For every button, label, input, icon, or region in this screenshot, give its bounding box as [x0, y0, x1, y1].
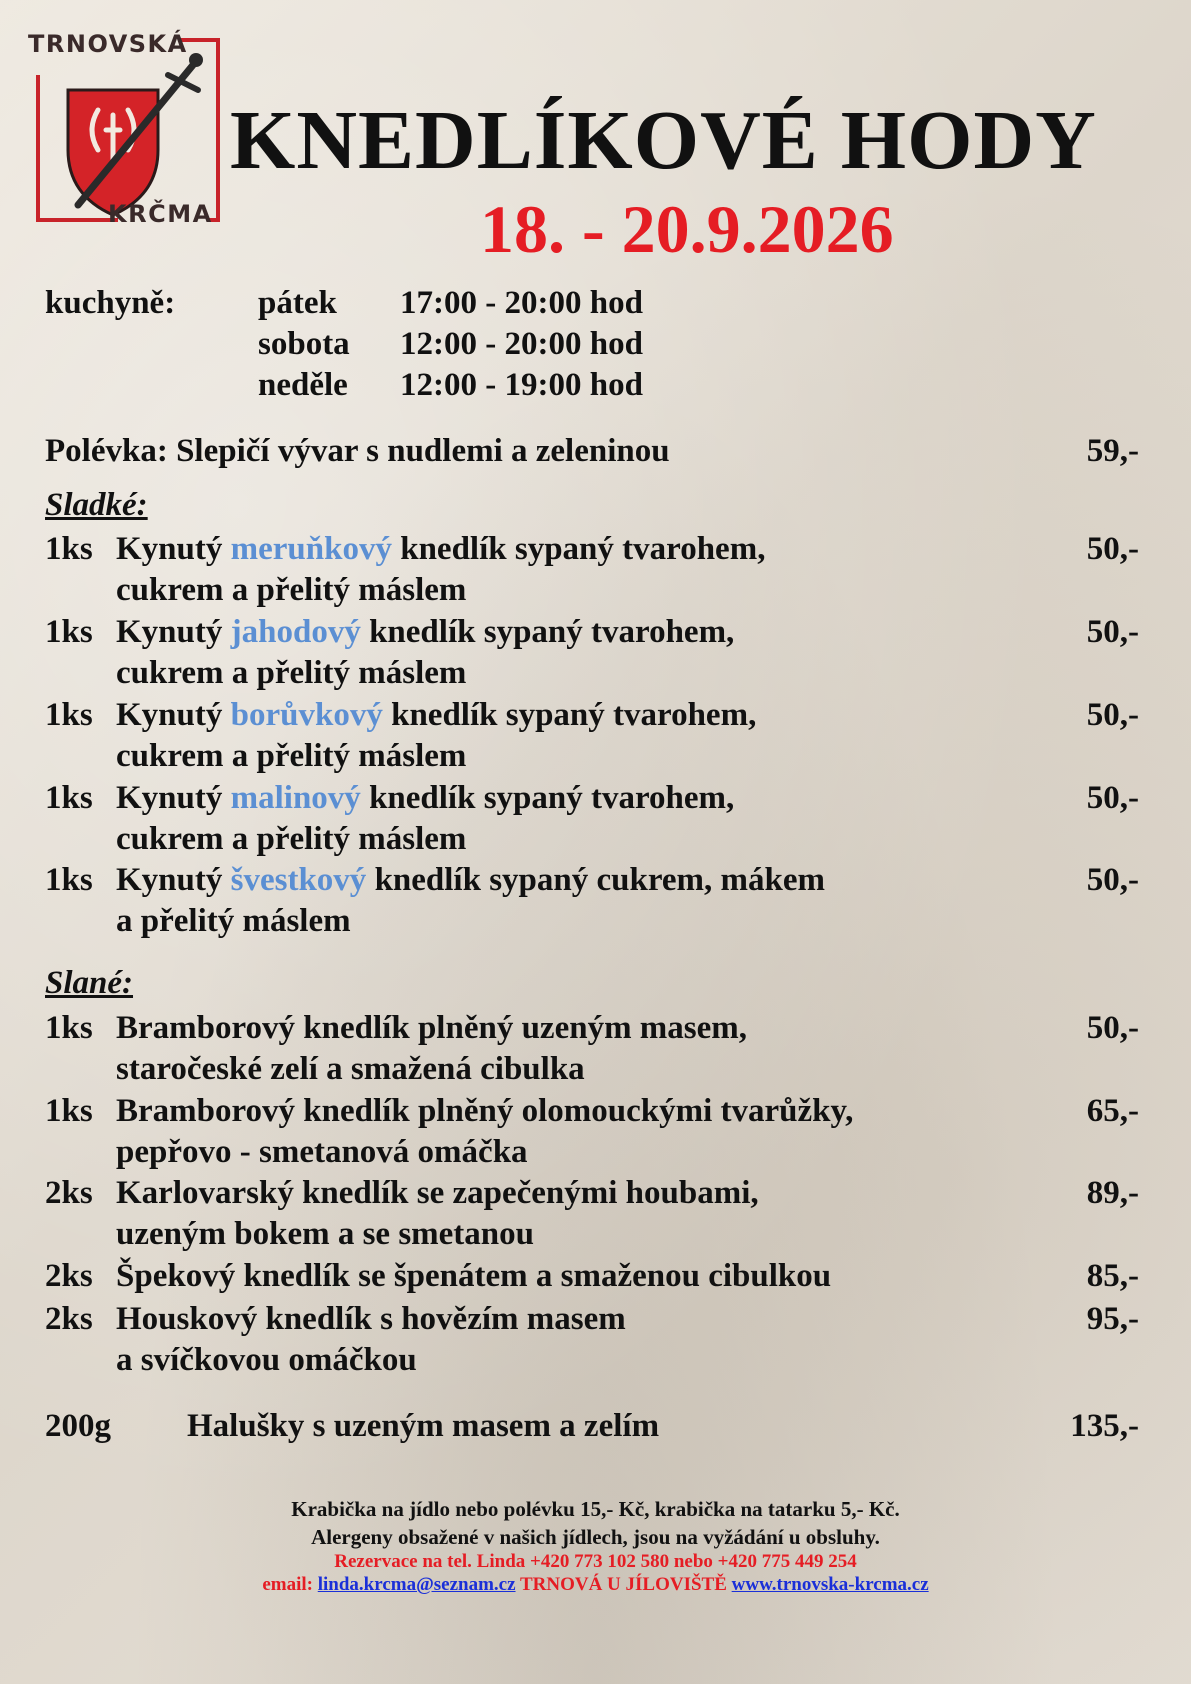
footer-allergen-note: Alergeny obsažené v našich jídlech, jsou na vyžádání u obsluhy.	[311, 1525, 880, 1549]
menu-item-description: Kynutý borůvkový knedlík sypaný tvarohem,	[116, 697, 757, 733]
hours-time: 12:00 - 19:00 hod	[400, 367, 643, 403]
item-price: 50,-	[1086, 614, 1139, 650]
menu-item-description-2: cukrem a přelitý máslem	[116, 655, 467, 691]
item-price: 50,-	[1086, 780, 1139, 816]
item-qty: 2ks	[45, 1258, 93, 1294]
menu-item-description: Kynutý malinový knedlík sypaný tvarohem,	[116, 780, 735, 816]
menu-item-description-2: cukrem a přelitý máslem	[116, 821, 467, 857]
menu-item-description-2: cukrem a přelitý máslem	[116, 738, 467, 774]
item-price: 85,-	[1086, 1258, 1139, 1294]
fruit-name: malinový	[230, 780, 361, 816]
item-qty: 1ks	[45, 1010, 93, 1046]
logo-text-top: TRNOVSKÁ	[28, 30, 188, 58]
kitchen-label: kuchyně:	[45, 285, 176, 321]
menu-item-description-2: uzeným bokem a se smetanou	[116, 1216, 534, 1252]
item-qty: 1ks	[45, 697, 93, 733]
email-link[interactable]: linda.krcma@seznam.cz	[317, 1574, 516, 1595]
menu-item-description: Bramborový knedlík plněný olomouckými tvarůžky,	[116, 1093, 854, 1129]
soup-text: Polévka: Slepičí vývar s nudlemi a zeleninou	[45, 433, 670, 469]
menu-item-description: Kynutý jahodový knedlík sypaný tvarohem,	[116, 614, 735, 650]
hours-day: sobota	[258, 326, 350, 362]
menu-item-description: Bramborový knedlík plněný uzeným masem,	[116, 1010, 748, 1046]
menu-item-description: Kynutý meruňkový knedlík sypaný tvarohem,	[116, 531, 766, 567]
item-qty: 1ks	[45, 614, 93, 650]
event-date: 18. - 20.9.2026	[480, 191, 894, 267]
item-price: 135,-	[1070, 1408, 1139, 1444]
item-price: 95,-	[1086, 1301, 1139, 1337]
hours-time: 12:00 - 20:00 hod	[400, 326, 643, 362]
item-qty: 1ks	[45, 862, 93, 898]
item-qty: 2ks	[45, 1301, 93, 1337]
item-qty: 2ks	[45, 1175, 93, 1211]
item-price: 50,-	[1086, 697, 1139, 733]
footer-contact: email: linda.krcma@seznam.cz TRNOVÁ U JÍLOVIŠTĚ www.trnovska-krcma.cz	[262, 1574, 929, 1595]
soup-price: 59,-	[1086, 433, 1139, 469]
item-qty: 1ks	[45, 780, 93, 816]
item-price: 50,-	[1086, 862, 1139, 898]
hours-time: 17:00 - 20:00 hod	[400, 285, 643, 321]
item-price: 89,-	[1086, 1175, 1139, 1211]
fruit-name: borůvkový	[230, 697, 383, 733]
menu-item-description: Kynutý švestkový knedlík sypaný cukrem, mákem	[116, 862, 826, 898]
menu-item-description-2: a přelitý máslem	[116, 903, 351, 939]
footer-reservation: Rezervace na tel. Linda +420 773 102 580 nebo +420 775 449 254	[334, 1551, 857, 1572]
menu-item-description-2: a svíčkovou omáčkou	[116, 1342, 417, 1378]
website-link[interactable]: www.trnovska-krcma.cz	[731, 1574, 929, 1595]
menu-item-description-2: staročeské zelí a smažená cibulka	[116, 1051, 585, 1087]
menu-item-description: Karlovarský knedlík se zapečenými houbami,	[116, 1175, 759, 1211]
item-qty: 1ks	[45, 1093, 93, 1129]
item-price: 65,-	[1086, 1093, 1139, 1129]
menu-item-description-2: cukrem a přelitý máslem	[116, 572, 467, 608]
logo-text-bottom: KRČMA	[108, 200, 213, 228]
fruit-name: meruňkový	[230, 531, 392, 567]
hours-day: neděle	[258, 367, 348, 403]
hours-day: pátek	[258, 285, 337, 321]
item-qty: 1ks	[45, 531, 93, 567]
fruit-name: švestkový	[230, 862, 367, 898]
menu-item-description: Halušky s uzeným masem a zelím	[187, 1408, 660, 1444]
menu-item-description: Špekový knedlík se špenátem a smaženou cibulkou	[116, 1258, 832, 1294]
item-price: 50,-	[1086, 531, 1139, 567]
fruit-name: jahodový	[230, 614, 361, 650]
menu-item-description-2: pepřovo - smetanová omáčka	[116, 1134, 528, 1170]
item-qty: 200g	[45, 1408, 111, 1444]
savory-heading: Slané:	[45, 965, 134, 1001]
item-price: 50,-	[1086, 1010, 1139, 1046]
menu-item-description: Houskový knedlík s hovězím masem	[116, 1301, 626, 1337]
page-title: KNEDLÍKOVÉ HODY	[230, 94, 1097, 187]
footer-box-note: Krabička na jídlo nebo polévku 15,- Kč, krabička na tatarku 5,- Kč.	[291, 1497, 900, 1521]
sweet-heading: Sladké:	[45, 487, 148, 523]
